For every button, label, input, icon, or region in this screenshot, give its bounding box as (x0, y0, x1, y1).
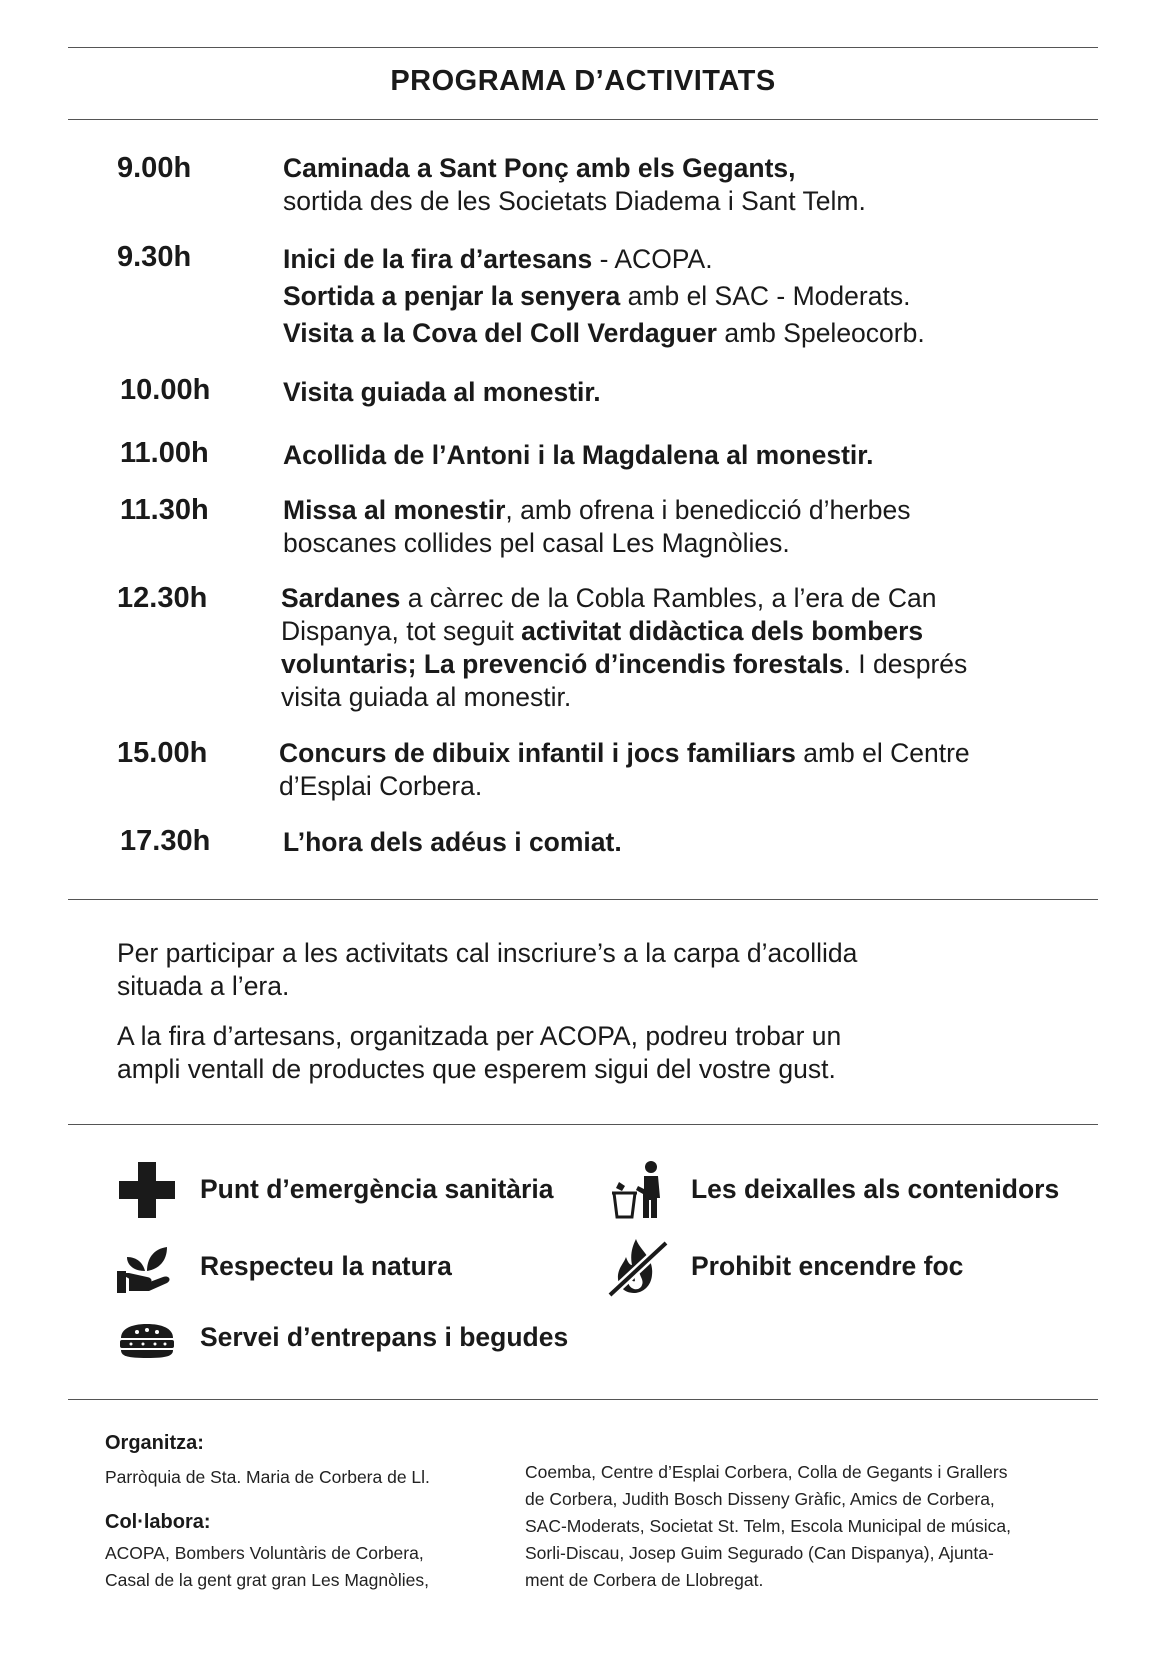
schedule-time: 11.30h (120, 494, 209, 526)
schedule-desc-text: amb Speleocorb. (717, 318, 925, 348)
no-fire-icon (608, 1237, 668, 1297)
schedule-desc-line (281, 615, 967, 648)
schedule-desc-text: - ACOPA. (592, 244, 713, 274)
service-nature (117, 1237, 597, 1297)
divider-title (68, 119, 1098, 120)
schedule-desc-text: . I després (843, 649, 968, 679)
schedule-desc-bold: Inici de la fira d’artesans (283, 244, 593, 274)
schedule-desc (279, 737, 970, 803)
service-label: Servei d’entrepans i begudes (200, 1322, 569, 1352)
schedule-desc-bold: Sardanes (281, 583, 401, 613)
schedule-desc-line (283, 315, 925, 352)
schedule-desc-bold: Sortida a penjar la senyera (283, 281, 621, 311)
schedule-desc-bold: Concurs de dibuix infantil i jocs familiars (279, 738, 796, 768)
divider-info (68, 1124, 1098, 1125)
collabora-heading: Col·labora: (105, 1511, 211, 1533)
schedule-desc-bold: Caminada a Sant Ponç amb els Gegants, (283, 153, 796, 183)
schedule-desc (283, 241, 925, 352)
service-label: Respecteu la natura (200, 1251, 452, 1281)
schedule-desc-text: d’Esplai Corbera. (279, 771, 483, 801)
service-label: Les deixalles als contenidors (691, 1174, 1060, 1204)
divider-schedule (68, 899, 1098, 900)
schedule-desc-text: sortida des de les Societats Diadema i Sant Telm. (283, 186, 866, 216)
divider-top (68, 47, 1098, 48)
schedule-desc-text: , amb ofrena i benedicció d’herbes (505, 495, 911, 525)
schedule-desc-bold: activitat didàctica dels bombers (521, 616, 924, 646)
schedule-time: 12.30h (117, 582, 208, 614)
service-label: Punt d’emergència sanitària (200, 1174, 554, 1204)
schedule-desc-line (279, 737, 970, 770)
collabora-text-right: Coemba, Centre d’Esplai Corbera, Colla de Gegants i Grallers de Corbera, Judith Bosch Disseny Gràfic, Amics de Corbera, SAC-Moderats, Societat St. Telm, Escola Municipal de música, Sorli-Discau, Josep Guim Segurado (Can Dispanya), Ajunta- ment de Corbera de Llobregat. (525, 1462, 1011, 1590)
schedule-desc-text: visita guiada al monestir. (281, 682, 572, 712)
medical-cross-icon (117, 1160, 177, 1220)
plant-hands-icon (117, 1237, 177, 1297)
schedule-desc-line (283, 439, 873, 472)
schedule-desc-line (283, 241, 925, 278)
schedule-time: 9.30h (117, 241, 192, 273)
schedule-desc-line (283, 826, 622, 859)
service-trash (608, 1160, 1088, 1220)
schedule-desc-line (281, 648, 967, 681)
schedule-desc-line (283, 152, 866, 185)
schedule-desc-line (279, 770, 970, 803)
schedule-time: 17.30h (120, 825, 211, 857)
service-no-fire (608, 1237, 1088, 1297)
schedule-desc (281, 582, 967, 714)
info-paragraph-registration: Per participar a les activitats cal inscriure’s a la carpa d’acollida situada a l’era. (117, 938, 858, 1001)
schedule-time: 10.00h (120, 374, 211, 406)
schedule-desc-bold: Acollida de l’Antoni i la Magdalena al monestir. (283, 440, 874, 470)
trash-bin-icon (608, 1160, 668, 1220)
page-title: PROGRAMA D’ACTIVITATS (390, 65, 776, 97)
service-medical (117, 1160, 597, 1220)
service-label: Prohibit encendre foc (691, 1251, 964, 1281)
schedule-desc-line (283, 278, 925, 315)
schedule-desc-line (283, 376, 601, 409)
schedule-desc-line (281, 681, 967, 714)
schedule-desc (283, 152, 866, 218)
info-paragraph-fair: A la fira d’artesans, organitzada per ACOPA, podreu trobar un ampli ventall de productes que esperem sigui del vostre gust. (117, 1021, 842, 1084)
schedule-desc-text: amb el Centre (795, 738, 970, 768)
organitza-heading: Organitza: (105, 1432, 204, 1454)
schedule-desc (283, 376, 601, 409)
schedule-desc (283, 826, 622, 859)
schedule-desc (283, 494, 911, 560)
schedule-time: 11.00h (120, 437, 209, 469)
schedule-desc-bold: voluntaris; La prevenció d’incendis forestals (281, 649, 844, 679)
schedule-desc-text: a càrrec de la Cobla Rambles, a l’era de Can (400, 583, 937, 613)
schedule-desc-line (281, 582, 967, 615)
schedule-desc-text: Dispanya, tot seguit (281, 616, 522, 646)
schedule-desc-line (283, 494, 911, 527)
schedule-desc-line (283, 527, 911, 560)
service-sandwich (117, 1308, 617, 1368)
schedule-desc-bold: Missa al monestir (283, 495, 506, 525)
schedule-desc-line (283, 185, 866, 218)
schedule-desc-bold: Visita guiada al monestir. (283, 377, 601, 407)
schedule-desc-bold: L’hora dels adéus i comiat. (283, 827, 622, 857)
divider-services (68, 1399, 1098, 1400)
schedule-desc-text: amb el SAC - Moderats. (620, 281, 911, 311)
schedule-desc-bold: Visita a la Cova del Coll Verdaguer (283, 318, 717, 348)
schedule-desc-text: boscanes collides pel casal Les Magnòlies. (283, 528, 790, 558)
schedule-time: 15.00h (117, 737, 208, 769)
sandwich-icon (117, 1308, 177, 1368)
schedule-desc (283, 439, 873, 472)
schedule-time: 9.00h (117, 152, 192, 184)
collabora-text-left: ACOPA, Bombers Voluntàris de Corbera, Casal de la gent grat gran Les Magnòlies, (105, 1543, 429, 1590)
organitza-text: Parròquia de Sta. Maria de Corbera de Ll. (105, 1467, 430, 1487)
